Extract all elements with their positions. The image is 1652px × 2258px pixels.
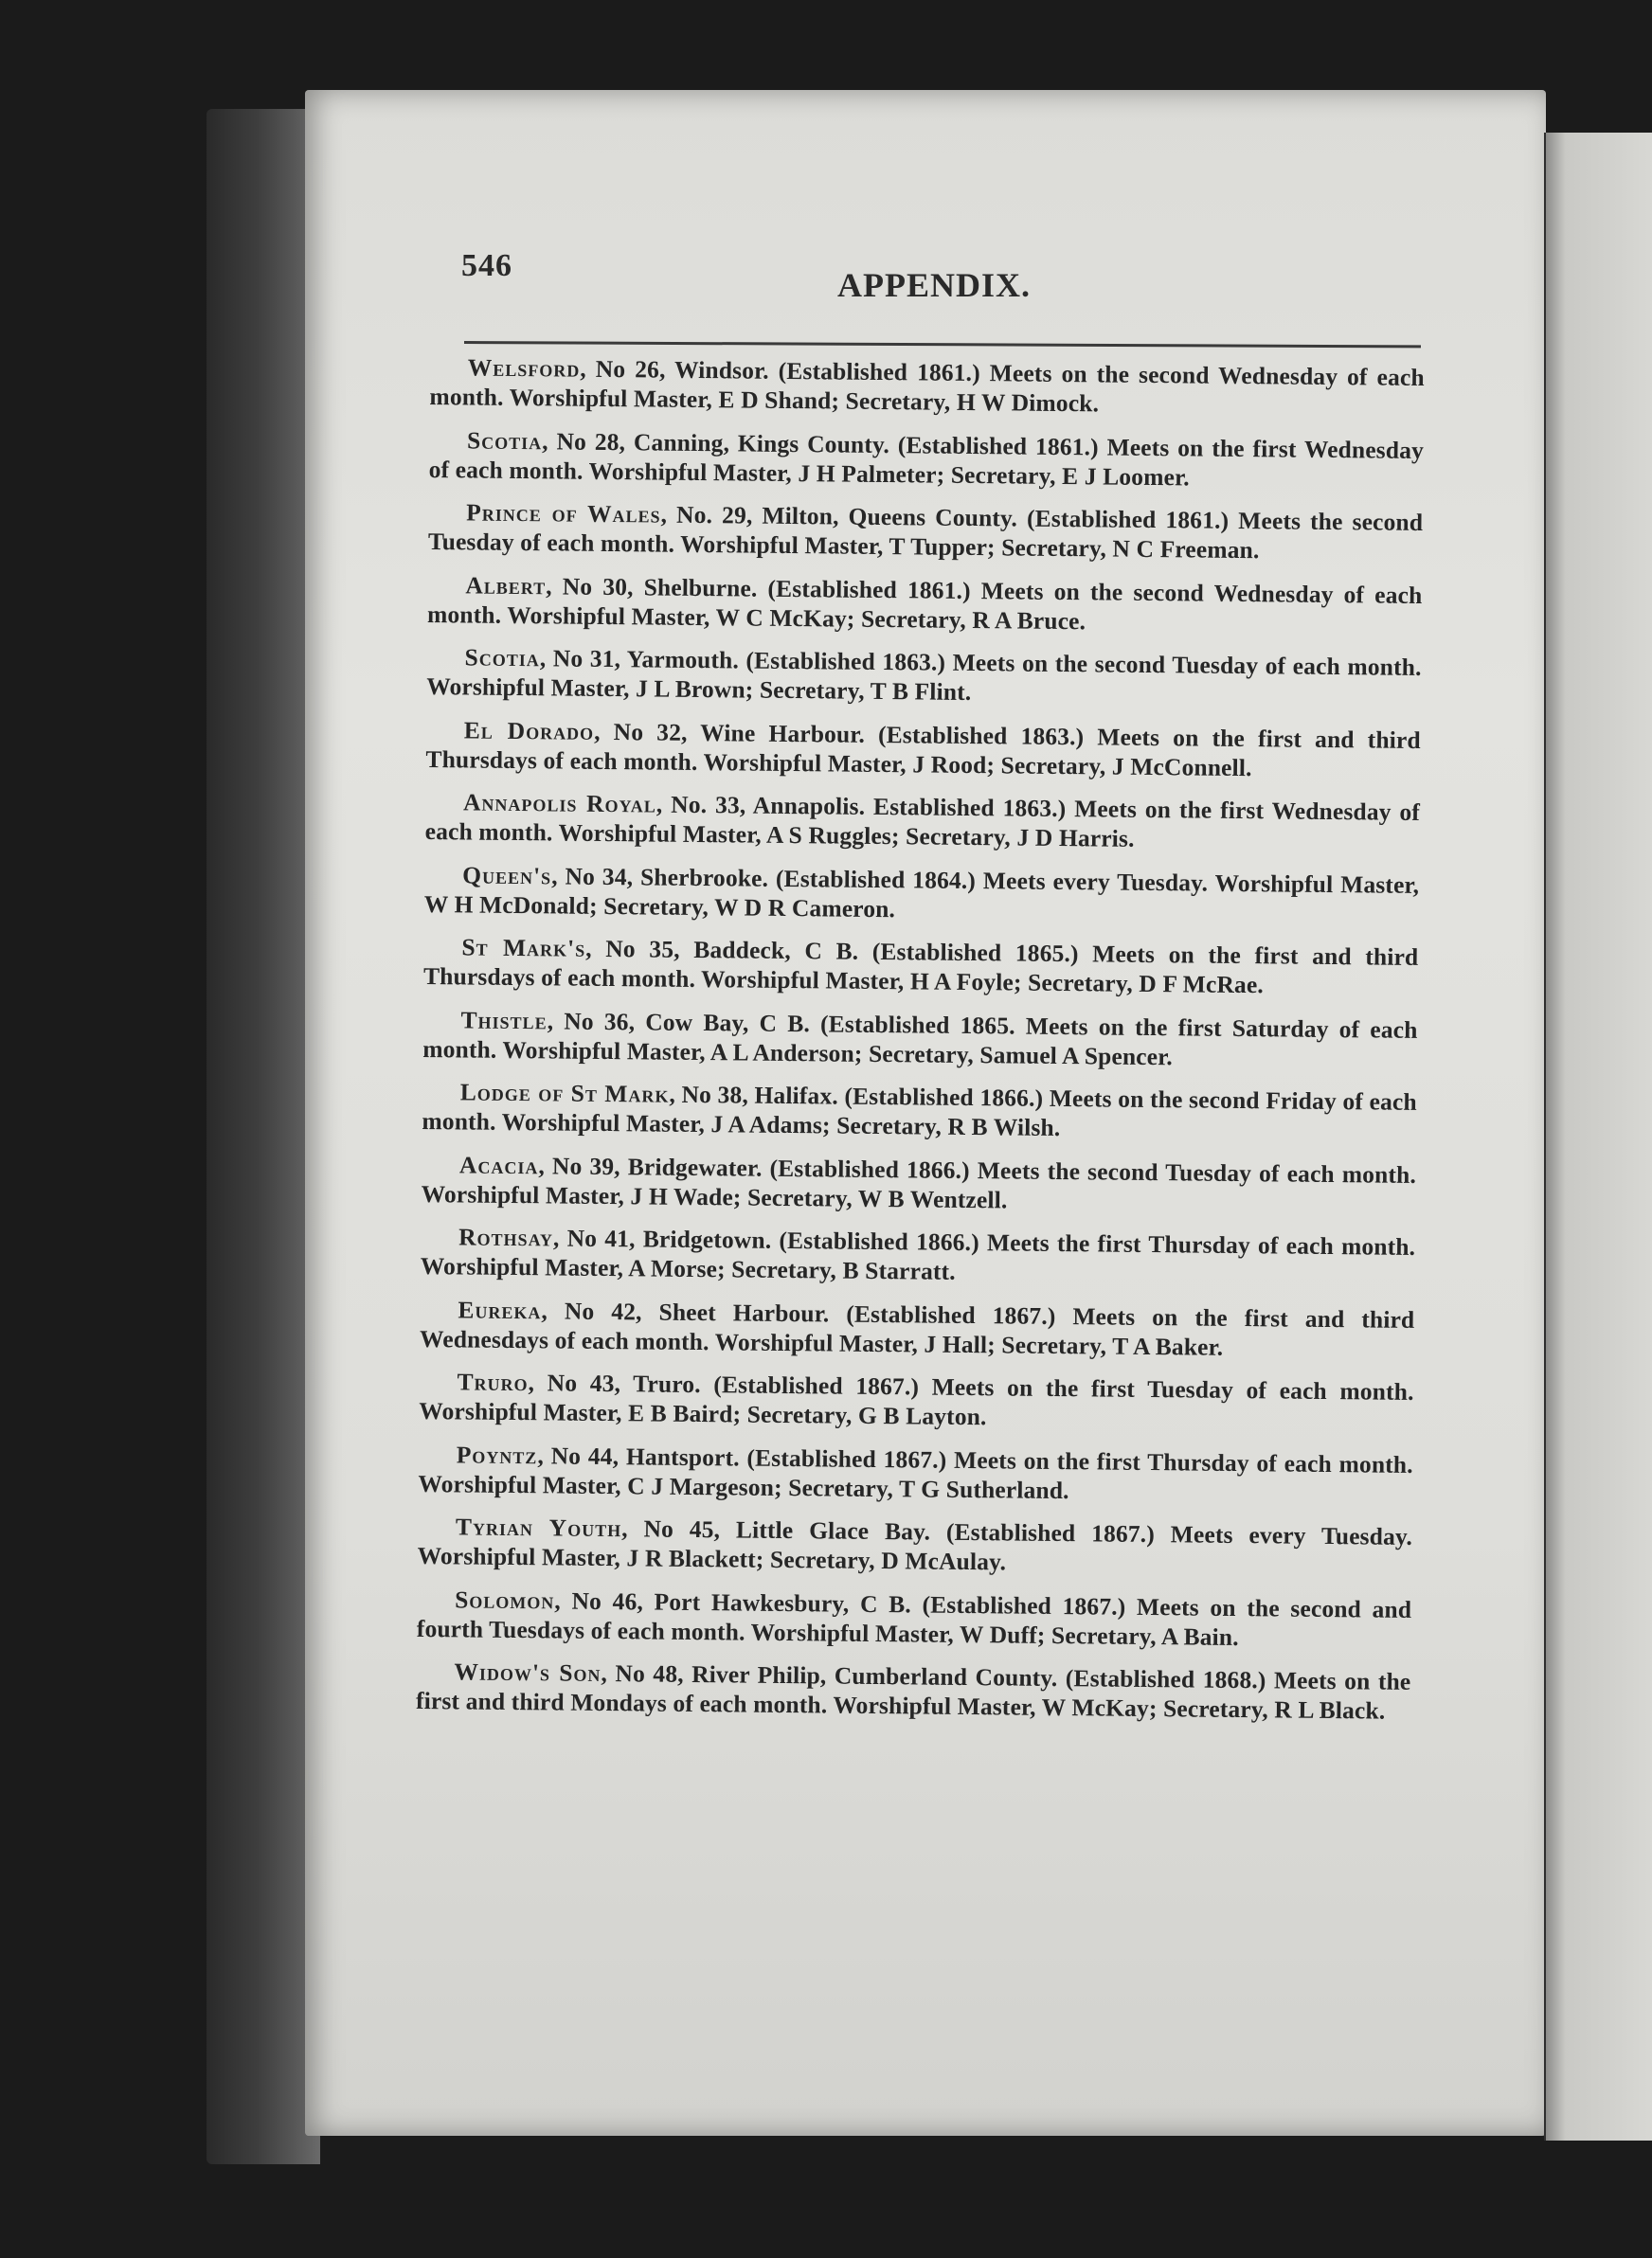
- lodge-entry: [427, 569, 1423, 638]
- lodge-details: , No 38, Halifax. (Established 1866.) Meets on the second Friday of each month. Worshipful Master, J A Adams; Secretary, R B Wilsh.: [422, 1080, 1417, 1142]
- lodge-details: , No 28, Canning, Kings County. (Established 1861.) Meets on the first Wednesday of each month. Worshipful Master, J H Palmeter; Secretary, E J Loomer.: [428, 426, 1425, 491]
- lodge-name: Albert: [465, 570, 547, 600]
- lodge-name: Truro: [457, 1368, 529, 1397]
- lodge-details: , No 46, Port Hawkesbury, C B. (Established 1867.) Meets on the second and fourth Tuesdays of each month. Worshipful Master, W Duff; Secretary, A Bain.: [416, 1586, 1412, 1651]
- lodge-name: Widow's Son: [454, 1658, 602, 1687]
- lodge-name: St Mark's: [461, 933, 586, 962]
- lodge-entry: [425, 714, 1421, 783]
- lodge-details: , No 48, River Philip, Cumberland County. (Established 1868.) Meets on the first and third Mondays of each month. Worshipful Master, W McKay; Secretary, R L Black.: [415, 1658, 1411, 1725]
- lodge-name: Lodge of St Mark: [459, 1078, 670, 1108]
- lodge-details: , No 41, Bridgetown. (Established 1866.) Meets the first Thursday of each month. Worshipful Master, A Morse; Secretary, B Starratt.: [420, 1224, 1416, 1285]
- lodge-entry: [429, 352, 1425, 421]
- lodge-name: Queen's: [462, 860, 552, 889]
- lodge-entry: [417, 1584, 1412, 1653]
- lodge-details: , No 35, Baddeck, C B. (Established 1865.) Meets on the first and third Thursdays of each month. Worshipful Master, H A Foyle; Secretary, D F McRae.: [422, 934, 1419, 999]
- lodge-entry: [425, 787, 1421, 856]
- lodge-entry: [416, 1657, 1411, 1726]
- lodge-details: , No. 33, Annapolis. Established 1863.) Meets on the first Wednesday of each month. Worshipful Master, A S Ruggles; Secretary, J D Harris.: [424, 790, 1421, 852]
- lodge-details: , No 44, Hantsport. (Established 1867.) Meets on the first Thursday of each month. Worshipful Master, C J Margeson; Secretary, T G Sutherland.: [418, 1441, 1413, 1504]
- lodge-entry: [421, 1222, 1416, 1291]
- lodge-entry: [429, 424, 1425, 493]
- lodge-name: Tyrian Youth: [455, 1513, 622, 1543]
- lodge-entry: [422, 1149, 1417, 1218]
- lodge-name: Poyntz: [456, 1440, 538, 1469]
- page-number: 546: [461, 248, 512, 283]
- lodge-list: [416, 352, 1425, 1739]
- lodge-entry: [418, 1439, 1413, 1508]
- facing-page-edge: [1544, 133, 1652, 2141]
- lodge-entry: [420, 1294, 1415, 1363]
- lodge-details: , No 39, Bridgewater. (Established 1866.) Meets the second Tuesday of each month. Worshipful Master, J H Wade; Secretary, W B Wentzell.: [421, 1151, 1417, 1213]
- lodge-entry: [419, 1367, 1414, 1436]
- lodge-details: , No 30, Shelburne. (Established 1861.) Meets on the second Wednesday of each month. Worshipful Master, W C McKay; Secretary, R A Bruce.: [426, 571, 1423, 635]
- lodge-entry: [422, 1004, 1418, 1073]
- lodge-details: , No. 29, Milton, Queens County. (Established 1861.) Meets the second Tuesday of each month. Worshipful Master, T Tupper; Secretary, N C Freeman.: [427, 500, 1424, 564]
- lodge-details: , No 26, Windsor. (Established 1861.) Meets on the second Wednesday of each month. Worshipful Master, E D Shand; Secretary, H W Dimock.: [429, 354, 1425, 418]
- lodge-name: Scotia: [464, 643, 540, 672]
- lodge-details: , No 32, Wine Harbour. (Established 1863.) Meets on the first and third Thursdays of each month. Worshipful Master, J Rood; Secretary, J McConnell.: [425, 717, 1421, 781]
- lodge-entry: [428, 497, 1424, 566]
- book-spine: [206, 109, 320, 2164]
- lodge-details: , No 42, Sheet Harbour. (Established 1867.) Meets on the first and third Wednesdays of each month. Worshipful Master, J Hall; Secretary, T A Baker.: [419, 1296, 1415, 1361]
- lodge-name: Thistle: [460, 1005, 548, 1034]
- lodge-entry: [422, 1077, 1417, 1146]
- lodge-entry: [426, 642, 1422, 711]
- lodge-details: , No 34, Sherbrooke. (Established 1864.) Meets every Tuesday. Worshipful Master, W H McDonald; Secretary, W D R Cameron.: [423, 861, 1420, 923]
- lodge-name: El Dorado: [463, 715, 595, 745]
- lodge-name: Rothsay: [458, 1223, 554, 1252]
- lodge-entry: [423, 932, 1419, 1001]
- lodge-name: Annapolis Royal: [462, 788, 657, 818]
- lodge-name: Solomon: [455, 1585, 555, 1614]
- lodge-details: , No 45, Little Glace Bay. (Established 1867.) Meets every Tuesday. Worshipful Master, J R Blackett; Secretary, D McAulay.: [417, 1514, 1413, 1576]
- lodge-name: Welsford: [467, 353, 581, 383]
- lodge-details: , No 36, Cow Bay, C B. (Established 1865. Meets on the first Saturday of each month. Worshipful Master, A L Anderson; Secretary, Samuel A Spencer.: [422, 1006, 1418, 1070]
- lodge-details: , No 31, Yarmouth. (Established 1863.) Meets on the second Tuesday of each month. Worshipful Master, J L Brown; Secretary, T B Flint.: [426, 644, 1422, 707]
- lodge-name: Prince of Wales: [466, 498, 661, 529]
- lodge-name: Scotia: [466, 425, 543, 455]
- lodge-details: , No 43, Truro. (Established 1867.) Meets on the first Tuesday of each month. Worshipful Master, E B Baird; Secretary, G B Layton.: [419, 1369, 1414, 1431]
- running-head: APPENDIX.: [837, 266, 1031, 304]
- lodge-name: Eureka: [458, 1295, 542, 1324]
- lodge-name: Acacia: [458, 1150, 539, 1179]
- lodge-entry: [418, 1512, 1413, 1581]
- lodge-entry: [424, 859, 1420, 928]
